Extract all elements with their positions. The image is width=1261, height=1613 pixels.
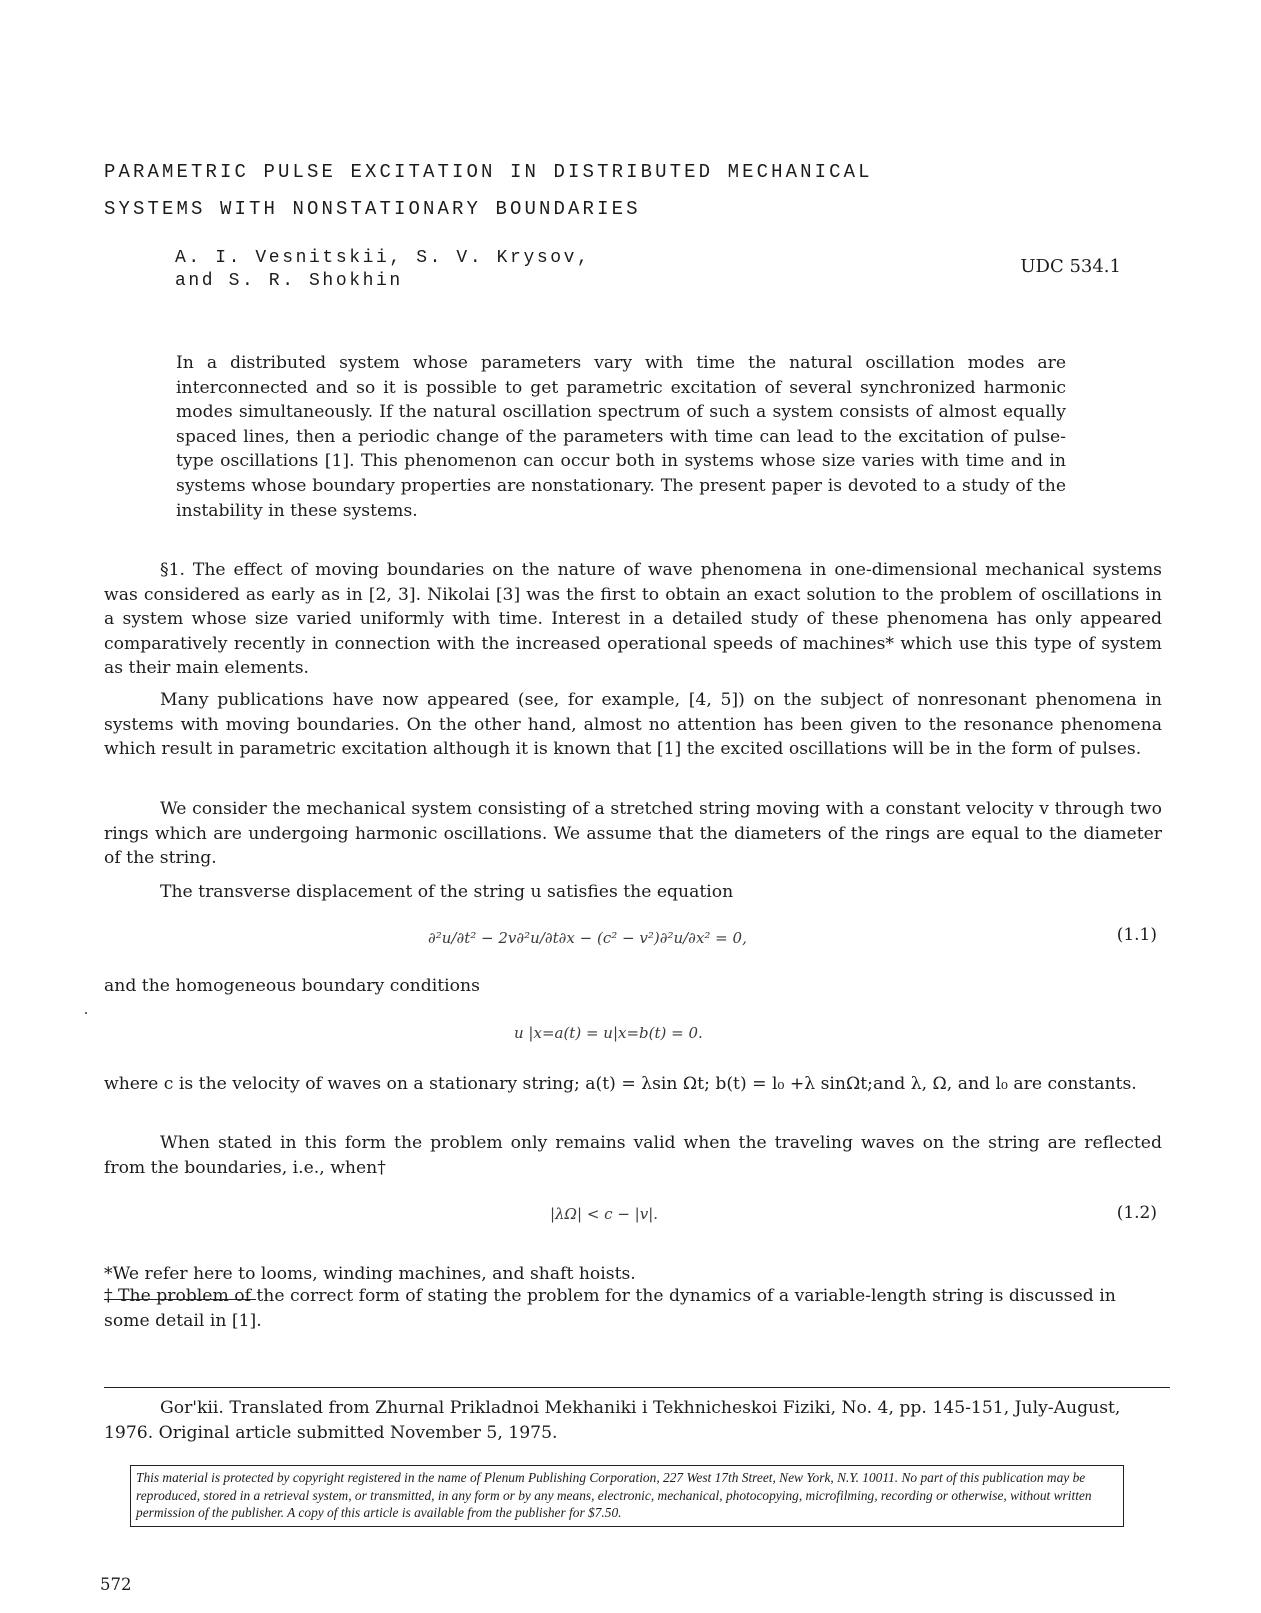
footnote-asterisk: *We refer here to looms, winding machines, and shaft hoists. <box>104 1264 636 1284</box>
paper-title-line-2: SYSTEMS WITH NONSTATIONARY BOUNDARIES <box>104 198 641 220</box>
section-1-paragraph-6: where c is the velocity of waves on a stationary string; a(t) = λsin Ωt; b(t) = l₀ +λ sinΩt;and λ, Ω, and l₀ are constants. <box>104 1074 1137 1094</box>
author-line-2: and S. R. Shokhin <box>175 271 403 291</box>
section-1-paragraph-3: We consider the mechanical system consisting of a stretched string moving with a constant velocity v through two rings which are undergoing harmonic oscillations. We assume that the diameters of the rings are equal to the diameter of the string. <box>104 799 1162 869</box>
equation-1-2: |λΩ| < c − |v|. <box>550 1205 659 1223</box>
paper-title-line-1: PARAMETRIC PULSE EXCITATION IN DISTRIBUTED MECHANICAL <box>104 161 873 183</box>
author-list <box>175 247 590 293</box>
section-1-paragraph-1: §1. The effect of moving boundaries on the nature of wave phenomena in one-dimensional mechanical systems was considered as early as in [2, 3]. Nikolai [3] was the first to obtain an exact solution to the problem of oscillations in a system whose size varied uniformly with time. Interest in a detailed study of these phenomena has only appeared comparatively recently in connection with the increased operational speeds of machines* which use this type of system as their main elements. <box>104 560 1162 679</box>
equation-boundary-conditions: u |x=a(t) = u|x=b(t) = 0. <box>514 1024 703 1042</box>
page-number: 572 <box>100 1575 132 1594</box>
abstract: In a distributed system whose parameters vary with time the natural oscillation modes are interconnected and so it is possible to get parametric excitation of several synchronized harmonic modes simultaneously. If the natural oscillation spectrum of such a system consists of almost equally spaced lines, then a periodic change of the parameters with time can lead to the excitation of pulse-type oscillations [1]. This phenomenon can occur both in systems whose size varies with time and in systems whose boundary properties are nonstationary. The present paper is devoted to a study of the instability in these systems. <box>176 353 1066 521</box>
equation-number-1-2: (1.2) <box>1116 1203 1157 1223</box>
section-1-paragraph-5: and the homogeneous boundary conditions <box>104 976 480 996</box>
udc-code: UDC 534.1 <box>1020 256 1121 277</box>
footnote-dagger: † The problem of the correct form of stating the problem for the dynamics of a variable-length string is discussed in some detail in [1]. <box>104 1286 1116 1331</box>
translation-source-note: Gor'kii. Translated from Zhurnal Prikladnoi Mekhaniki i Tekhnicheskoi Fiziki, No. 4, pp. 145-151, July-August, 1976. Original article submitted November 5, 1975. <box>104 1398 1121 1443</box>
section-1-paragraph-7: When stated in this form the problem only remains valid when the traveling waves on the string are reflected from the boundaries, i.e., when† <box>104 1133 1162 1178</box>
scan-speck <box>85 1012 87 1014</box>
section-1-paragraph-2: Many publications have now appeared (see, for example, [4, 5]) on the subject of nonresonant phenomena in systems with moving boundaries. On the other hand, almost no attention has been given to the resonance phenomena which result in parametric excitation although it is known that [1] the excited oscillations will be in the form of pulses. <box>104 690 1162 760</box>
equation-number-1-1: (1.1) <box>1116 925 1157 945</box>
section-1-paragraph-4: The transverse displacement of the string u satisfies the equation <box>160 882 734 902</box>
equation-1-1: ∂²u/∂t² − 2v∂²u/∂t∂x − (c² − v²)∂²u/∂x² = 0, <box>428 929 747 947</box>
source-divider <box>104 1387 1170 1388</box>
copyright-notice-box: This material is protected by copyright registered in the name of Plenum Publishing Corporation, 227 West 17th Street, New York, N.Y. 10011. No part of this publication may be reproduced, stored in a retrieval system, or transmitted, in any form or by any means, electronic, mechanical, photocopying, microfilming, recording or otherwise, without written permission of the publisher. A copy of this article is available from the publisher for $7.50. <box>130 1465 1124 1527</box>
author-line-1: A. I. Vesnitskii, S. V. Krysov, <box>175 248 591 268</box>
